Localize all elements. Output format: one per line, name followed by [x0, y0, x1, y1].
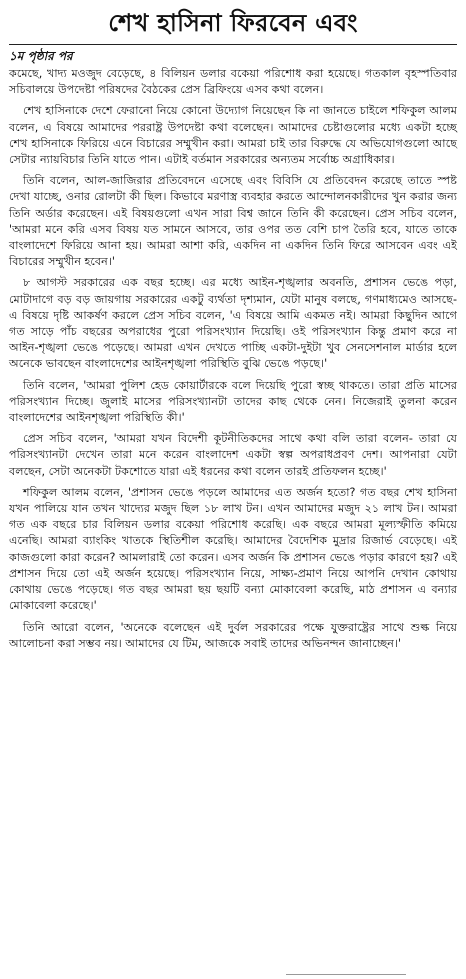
continuation-label: ১ম পৃষ্ঠার পর — [9, 44, 457, 64]
paragraph: তিনি আরো বলেন, 'অনেকে বলেছেন এই দুর্বল সরকারের পক্ষে যুক্তরাষ্ট্রের সাথে শুল্ক নিয়ে আলোচনা করা সম্ভব নয়। আমাদের যে টিম, আজকে সবাই তাদের অভিনন্দন জানাচ্ছেন।' — [9, 620, 457, 650]
newspaper-clipping — [0, 8, 466, 979]
paragraph: প্রেস সচিব বলেন, 'আমরা যখন বিদেশী কূটনীতিকদের সাথে কথা বলি তারা বলেন- তারা যে পরিসংখ্যানটা দেখেন তারা মনে করেন বাংলাদেশ একটা স্বল্প অপরাধপ্রবণ দেশ। আপনারা যেটা বলছেন, সেটা অনেকটা টকশোতে যারা এই ধরনের কথা বলেন তারই প্রতিফলন হচ্ছে।' — [9, 432, 457, 478]
paragraph: তিনি বলেন, 'আমরা পুলিশ হেড কোয়ার্টারকে বলে দিয়েছি পুরো স্বচ্ছ থাকতে। তারা প্রতি মাসের পরিসংখ্যান দিচ্ছে। জুলাই মাসের পরিসংখ্যানটা তাদের কাছ থেকে নেন। নিজেরাই তুলনা করেন বাংলাদেশের আইনশৃঙ্খলা পরিস্থিতি কী।' — [9, 378, 457, 425]
paragraph: শফিকুল আলম বলেন, 'প্রশাসন ভেঙে পড়লে আমাদের এত অর্জন হতো? গত বছর শেখ হাসিনা যখন পালিয়ে যান তখন খাদ্যের মজুদ ছিল ১৮ লাখ টন। এখন আমাদের মজুদ ২১ লাখ টন। আমরা গত এক বছরে চার বিলিয়ন ডলার বকেয়া পরিশোধ করেছি। এক বছরে আমরা মূল্যস্ফীতি কমিয়ে এনেছি। আমরা ব্যাংকিং খাতকে স্থিতিশীল করেছি। আমাদের বৈদেশিক মুদ্রার রিজার্ভ বেড়েছে। এই কাজগুলো কারা করেন? আমলারাই তো করেন। এসব অর্জন কি প্রশাসন ভেঙে পড়ার কারণে হয়? এই প্রশাসন দিয়ে তো এই অর্জন হয়েছে। পরিসংখ্যান নিয়ে, সাক্ষ্য-প্রমাণ নিয়ে আপনি দেখান কোথায় কোথায় ভেঙে পড়েছে। গত বছর আমরা ছয় ছয়টি বন্যা মোকাবেলা করেছি, মাঠ প্রশাসন এ বন্যার মোকাবেলা করেছে।' — [9, 485, 457, 613]
paragraph: শেখ হাসিনাকে দেশে ফেরানো নিয়ে কোনো উদ্যোগ নিয়েছেন কি না জানতে চাইলে শফিকুল আলম বলেন, এ বিষয়ে আমাদের পররাষ্ট্র উপদেষ্টা কথা বলেছেন। আমাদের চেষ্টাগুলোর মধ্যে একটা হচ্ছে শেখ হাসিনাকে ফিরিয়ে এনে বিচারের সম্মুখীন করা। আমরা চাই তার বিরুদ্ধে যে অভিযোগগুলো আছে সেটার ন্যায়বিচার তিনি যাতে পান। এটাই বর্তমান সরকারের অন্যতম সর্বোচ্চ অগ্রাধিকার। — [9, 104, 457, 167]
bottom-rule — [286, 974, 406, 977]
paragraph: তিনি বলেন, আল-জাজিরার প্রতিবেদনে এসেছে এবং বিবিসি যে প্রতিবেদন করেছে তাতে স্পষ্ট দেখা যাচ্ছে, ওনার রোলটা কী ছিল। কিভাবে মরণাস্ত্র ব্যবহার করতে আন্দোলনকারীদের খুন করার জন্য তিনি অর্ডার করেছেন। এই বিষয়গুলো এখন সারা বিশ্ব জানে তিনি কী করেছেন। প্রেস সচিব বলেন, 'আমরা মনে করি এসব বিষয় যত সামনে আসবে, তার ওপর তত বেশি চাপ তৈরি হবে, যাতে তাকে বাংলাদেশে ফিরিয়ে আনা হয়। আমরা আশা করি, একদিন না একদিন তিনি ফিরে আসবেন এবং এই বিচারের সম্মুখীন হবেন।' — [9, 174, 457, 269]
article-body — [9, 66, 457, 652]
headline: শেখ হাসিনা ফিরবেন এবং — [108, 8, 358, 37]
paragraph: ৮ আগস্ট সরকারের এক বছর হচ্ছে। এর মধ্যে আইন-শৃঙ্খলার অবনতি, প্রশাসন ভেঙে পড়া, মোটাদাগে বড় বড় জায়গায় সরকারের একটু ব্যর্থতা দৃশ্যমান, যেটা মানুষ বলছে, গণমাধ্যমেও আসছে- এ বিষয়ে দৃষ্টি আকর্ষণ করলে প্রেস সচিব বলেন, 'এ বিষয়ে আমি একমত নই। আমরা কিছুদিন আগে গত সাড়ে পাঁচ বছরের অপরাধের পুরো পরিসংখ্যান দিয়েছি। ওই পরিসংখ্যান কিন্তু প্রমাণ করে না আইন-শৃঙ্খলা ভেঙে পড়েছে। আমরা এখন দেখতে পাচ্ছি একটা-দুইটা খুব সেনসেশনাল মার্ডার হলে অনেকে ভাবছেন বাংলাদেশের আইনশৃঙ্খলা পরিস্থিতি বুঝি ভেঙে পড়ছে।' — [9, 276, 457, 371]
paragraph: কমেছে, খাদ্য মওজুদ বেড়েছে, ৪ বিলিয়ন ডলার বকেয়া পরিশোধ করা হয়েছে। গতকাল বৃহস্পতিবার সচিবালয়ে উপদেষ্টা পরিষদের বৈঠকের প্রেস ব্রিফিংয়ে এসব কথা বলেন। — [9, 67, 457, 97]
